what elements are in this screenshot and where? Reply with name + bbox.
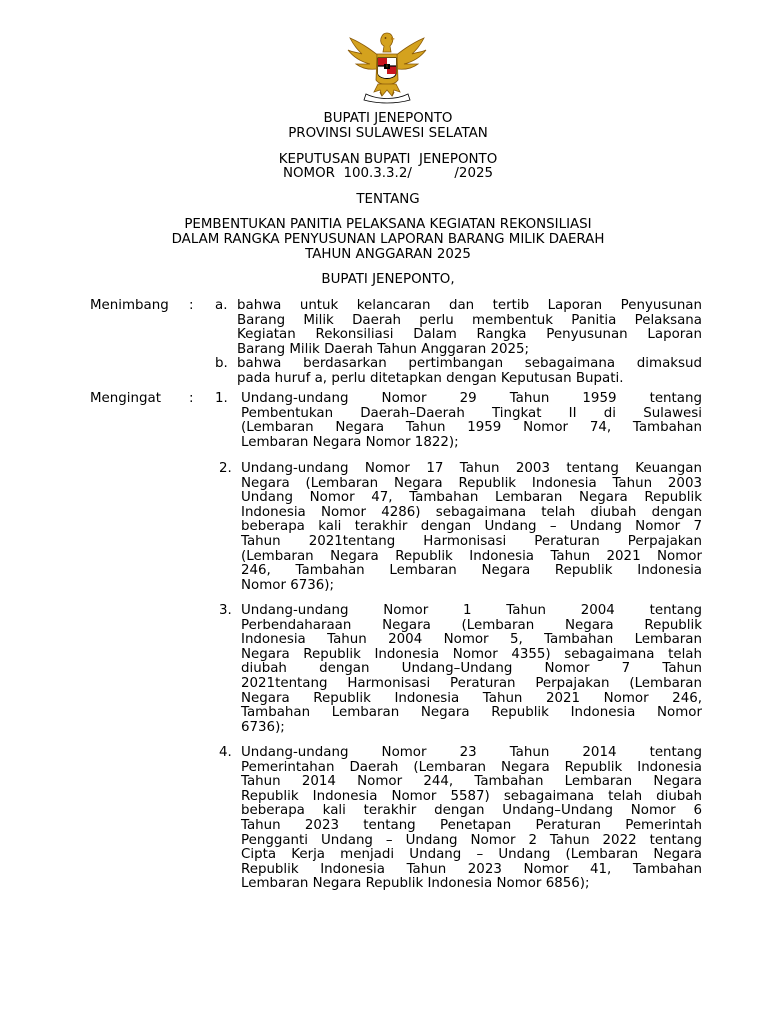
text-line: Negara (Lembaran Negara Republik Indonesia Tahun 2003 (241, 475, 702, 491)
text-line: Tambahan Lembaran Negara Republik Indonesia Nomor (241, 705, 702, 721)
text-line: Indonesia Nomor 4286) sebagaimana telah diubah dengan (241, 504, 702, 520)
text-line: Indonesia Tahun 2004 Nomor 5, Tambahan Lembaran (241, 632, 702, 648)
mengingat-item-3 (241, 604, 702, 735)
mengingat-label: Mengingat (90, 391, 161, 406)
text-line: Negara Republik Indonesia Nomor 4355) sebagaimana telah (241, 646, 702, 662)
text-line: Undang Nomor 47, Tambahan Lembaran Negara Republik (241, 490, 702, 506)
text-line: 246, Tambahan Lembaran Negara Republik Indonesia (241, 563, 702, 579)
menimbang-marker-b: b. (215, 356, 228, 371)
mengingat-item-2 (241, 462, 702, 593)
subject-line-3: TAHUN ANGGARAN 2025 (305, 247, 471, 262)
mengingat-marker-2: 2. (219, 461, 232, 476)
text-line: Pemerintahan Daerah (Lembaran Negara Republik Indonesia (241, 759, 702, 775)
decree-number: NOMOR 100.3.3.2/ /2025 (282, 166, 494, 181)
mengingat-item-4 (241, 746, 702, 892)
text-line: Perbendaharaan Negara (Lembaran Negara Republik (241, 617, 702, 633)
text-line: beberapa kali terakhir dengan Undang – Undang Nomor 7 (241, 519, 702, 535)
text-line: Republik Indonesia Tahun 2023 Nomor 41, Tambahan (241, 861, 702, 877)
text-line: Barang Milik Daerah perlu membentuk Panitia Pelaksana (237, 312, 702, 328)
text-line: Undang-undang Nomor 23 Tahun 2014 tentang (241, 745, 702, 760)
mengingat-marker-3: 3. (219, 603, 232, 618)
about-heading: TENTANG (356, 192, 420, 207)
text-line: 2021tentang Harmonisasi Peraturan Perpajakan (Lembaran (241, 675, 702, 691)
text-line: diubah dengan Undang–Undang Nomor 7 Tahun (241, 661, 702, 677)
text-line: Pengganti Undang – Undang Nomor 2 Tahun 2022 tentang (241, 832, 702, 848)
mengingat-marker-1: 1. (215, 391, 228, 406)
garuda-emblem (344, 30, 430, 104)
text-line: Undang-undang Nomor 29 Tahun 1959 tentang (241, 391, 702, 406)
mengingat-colon: : (189, 391, 194, 406)
text-line: Lembaran Negara Republik Indonesia Nomor 6856); (241, 876, 590, 892)
text-line: pada huruf a, perlu ditetapkan dengan Keputusan Bupati. (237, 370, 624, 386)
menimbang-marker-a: a. (215, 298, 228, 313)
subject-line-1: PEMBENTUKAN PANITIA PELAKSANA KEGIATAN REKONSILIASI (184, 217, 592, 232)
subject-line-2: DALAM RANGKA PENYUSUNAN LAPORAN BARANG MILIK DAERAH (171, 232, 605, 247)
menimbang-item-a (237, 299, 702, 357)
mengingat-item-1 (241, 392, 702, 450)
text-line: Tahun 2021tentang Harmonisasi Peraturan Perpajakan (241, 533, 702, 549)
text-line: (Lembaran Negara Tahun 1959 Nomor 74, Tambahan (241, 420, 702, 436)
menimbang-item-b (237, 357, 702, 386)
menimbang-label: Menimbang (90, 298, 169, 313)
decree-title: KEPUTUSAN BUPATI JENEPONTO (278, 152, 498, 167)
mengingat-marker-4: 4. (219, 745, 232, 760)
issuer-salutation: BUPATI JENEPONTO, (321, 272, 455, 287)
text-line: Negara Republik Indonesia Tahun 2021 Nomor 246, (241, 690, 702, 706)
text-line: Tahun 2023 tentang Penetapan Peraturan Pemerintah (241, 817, 702, 833)
text-line: (Lembaran Negara Republik Indonesia Tahun 2021 Nomor (241, 548, 702, 564)
text-line: 6736); (241, 719, 285, 735)
text-line: Undang-undang Nomor 17 Tahun 2003 tentang Keuangan (241, 461, 702, 476)
text-line: beberapa kali terakhir dengan Undang–Undang Nomor 6 (241, 803, 702, 819)
text-line: Cipta Kerja menjadi Undang – Undang (Lembaran Negara (241, 847, 702, 863)
text-line: Pembentukan Daerah–Daerah Tingkat II di Sulawesi (241, 405, 702, 421)
text-line: Undang-undang Nomor 1 Tahun 2004 tentang (241, 603, 702, 618)
text-line: bahwa berdasarkan pertimbangan sebagaimana dimaksud (237, 356, 702, 371)
text-line: bahwa untuk kelancaran dan tertib Laporan Penyusunan (237, 298, 702, 313)
text-line: Lembaran Negara Nomor 1822); (241, 434, 459, 450)
menimbang-colon: : (189, 298, 194, 313)
province-title: PROVINSI SULAWESI SELATAN (288, 126, 488, 141)
text-line: Republik Indonesia Nomor 5587) sebagaimana telah diubah (241, 788, 702, 804)
text-line: Nomor 6736); (241, 577, 335, 593)
text-line: Kegiatan Rekonsiliasi Dalam Rangka Penyusunan Laporan (237, 327, 702, 343)
text-line: Barang Milik Daerah Tahun Anggaran 2025; (237, 341, 530, 357)
issuer-title: BUPATI JENEPONTO (323, 111, 453, 126)
text-line: Tahun 2014 Nomor 244, Tambahan Lembaran Negara (241, 774, 702, 790)
